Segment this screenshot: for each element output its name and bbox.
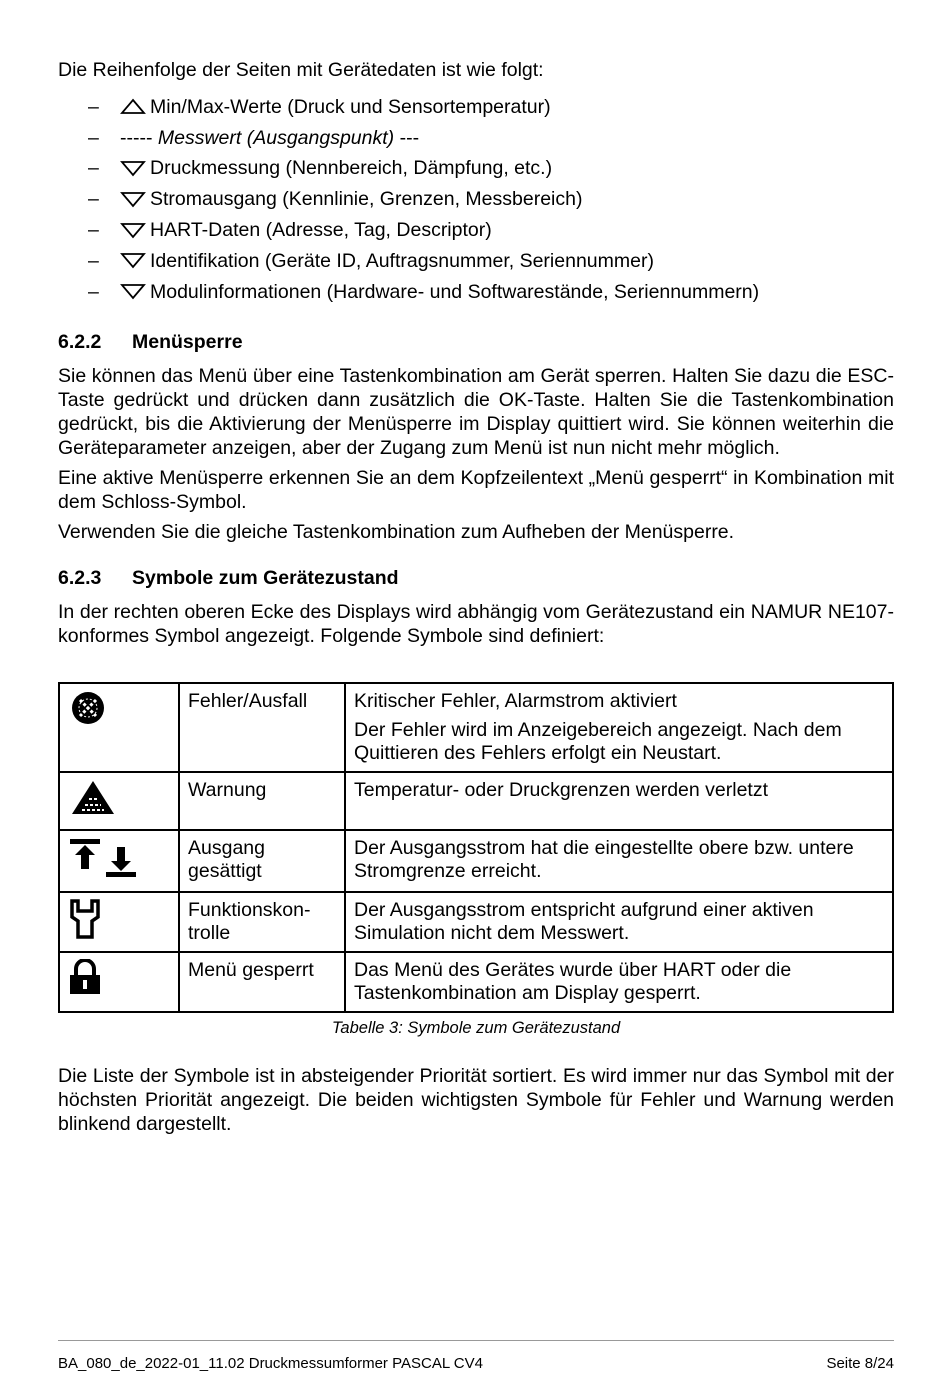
section-title: Menüsperre — [132, 330, 243, 353]
list-item-text: HART-Daten (Adresse, Tag, Descriptor) — [150, 219, 492, 242]
triangle-down-icon — [120, 221, 150, 241]
list-item-prefix: ----- — [120, 126, 158, 149]
table-caption: Tabelle 3: Symbole zum Gerätezustand — [331, 1018, 621, 1037]
page-content — [58, 58, 894, 1136]
output-saturated-icon — [68, 862, 138, 884]
paragraph: Verwenden Sie die gleiche Tastenkombination zum Aufheben der Menüsperre. — [58, 520, 735, 543]
triangle-down-icon — [120, 282, 150, 302]
list-item — [58, 215, 894, 246]
list-item-text: Modulinformationen (Hardware- und Softwarestände, Seriennummern) — [150, 280, 760, 303]
table-cell-name: Menü gesperrt — [179, 952, 345, 1012]
list-item — [58, 184, 894, 215]
paragraph: Eine aktive Menüsperre erkennen Sie an dem Kopfzeilentext „Menü gesperrt“ in Kombination mit dem Schloss-Symbol. — [58, 466, 894, 513]
section-heading-menusperre — [58, 330, 894, 354]
paragraph: Die Liste der Symbole ist in absteigender Priorität sortiert. Es wird immer nur das Symbol mit der höchsten Priorität angezeigt. Die beiden wichtigsten Symbole für Fehler und Warnung werden blinkend dargestellt. — [58, 1064, 894, 1135]
table-cell-icon — [59, 830, 179, 892]
list-item-text: Druckmessung (Nennbereich, Dämpfung, etc.) — [150, 157, 553, 180]
list-item-text: Identifikation (Geräte ID, Auftragsnummer, Seriennummer) — [150, 249, 654, 272]
footer-page-number: Seite 8/24 — [826, 1355, 894, 1372]
table-row — [59, 772, 893, 830]
list-dash: – — [88, 95, 99, 118]
table-cell-name: Ausgang gesättigt — [179, 830, 345, 892]
paragraph: Sie können das Menü über eine Tastenkombination am Gerät sperren. Halten Sie dazu die ESC-Taste gedrückt und drücken dann zusätzlich die OK-Taste. Halten Sie die Tastenkombination gedrückt, bis die Aktivierung der Menüsperre im Display quittiert wird. Sie können weiterhin die Geräteparameter anzeigen, aber der Zugang zum Menü ist nun nicht mehr möglich. — [58, 364, 894, 459]
table-cell-desc — [345, 772, 893, 830]
table-row — [59, 892, 893, 952]
list-item-text: Stromausgang (Kennlinie, Grenzen, Messbereich) — [150, 188, 583, 211]
table-cell-name: Warnung — [179, 772, 345, 830]
desc-line-2: Der Fehler wird im Anzeigebereich angezeigt. Nach dem Quittieren des Fehlers erfolgt ein Neustart. — [354, 718, 842, 764]
list-dash: – — [88, 280, 99, 303]
desc-line: Der Ausgangsstrom entspricht aufgrund einer aktiven Simulation nicht dem Messwert. — [354, 898, 814, 944]
section-number: 6.2.2 — [58, 330, 102, 353]
desc-line: Temperatur- oder Druckgrenzen werden verletzt — [354, 778, 769, 801]
section-title: Symbole zum Gerätezustand — [132, 566, 399, 589]
table-cell-name: Funktionskon-trolle — [179, 892, 345, 952]
list-dash: – — [88, 126, 99, 149]
table-cell-icon — [59, 892, 179, 952]
list-item-suffix: --- — [394, 126, 420, 149]
footer-document-id: BA_080_de_2022-01_11.02 Druckmessumformer PASCAL CV4 — [58, 1355, 483, 1372]
list-dash: – — [88, 157, 99, 180]
desc-line: Kritischer Fehler, Alarmstrom aktiviert — [354, 689, 677, 712]
list-dash: – — [88, 249, 99, 272]
section-number: 6.2.3 — [58, 566, 102, 589]
list-item — [58, 154, 894, 185]
triangle-down-icon — [120, 190, 150, 210]
paragraph: In der rechten oberen Ecke des Displays wird abhängig vom Gerätezustand ein NAMUR NE107-konformes Symbol angezeigt. Folgende Symbole sind definiert: — [58, 600, 894, 647]
table-row — [59, 683, 893, 772]
section-heading-symbole — [58, 566, 894, 590]
table-cell-desc — [345, 830, 893, 892]
table-cell-icon — [59, 772, 179, 830]
lock-icon — [68, 978, 102, 1000]
status-symbol-table — [58, 682, 894, 1013]
list-item — [58, 123, 894, 154]
table-row — [59, 830, 893, 892]
function-check-icon — [68, 922, 102, 944]
triangle-down-icon — [120, 251, 150, 271]
list-item-text: Min/Max-Werte (Druck und Sensortemperatur) — [150, 95, 551, 118]
intro-text: Die Reihenfolge der Seiten mit Gerätedaten ist wie folgt: — [58, 59, 544, 81]
list-item — [58, 92, 894, 123]
list-dash: – — [88, 219, 99, 242]
page-sequence-list — [58, 92, 894, 308]
list-dash: – — [88, 188, 99, 211]
desc-line: Der Ausgangsstrom hat die eingestellte obere bzw. untere Stromgrenze erreicht. — [354, 836, 854, 882]
table-row — [59, 952, 893, 1012]
table-cell-desc — [345, 683, 893, 772]
table-cell-icon — [59, 683, 179, 772]
triangle-down-icon — [120, 159, 150, 179]
failure-icon — [68, 709, 108, 731]
list-item-italic: Messwert (Ausgangspunkt) — [157, 126, 395, 149]
list-item — [58, 246, 894, 277]
list-item — [58, 277, 894, 308]
table-cell-name: Fehler/Ausfall — [179, 683, 345, 772]
table-cell-desc — [345, 952, 893, 1012]
table-cell-desc — [345, 892, 893, 952]
table-cell-icon — [59, 952, 179, 1012]
triangle-up-icon — [120, 97, 150, 117]
desc-line: Das Menü des Gerätes wurde über HART oder die Tastenkombination am Display gesperrt. — [354, 958, 792, 1004]
page-footer — [58, 1340, 894, 1372]
warning-icon — [68, 800, 118, 822]
